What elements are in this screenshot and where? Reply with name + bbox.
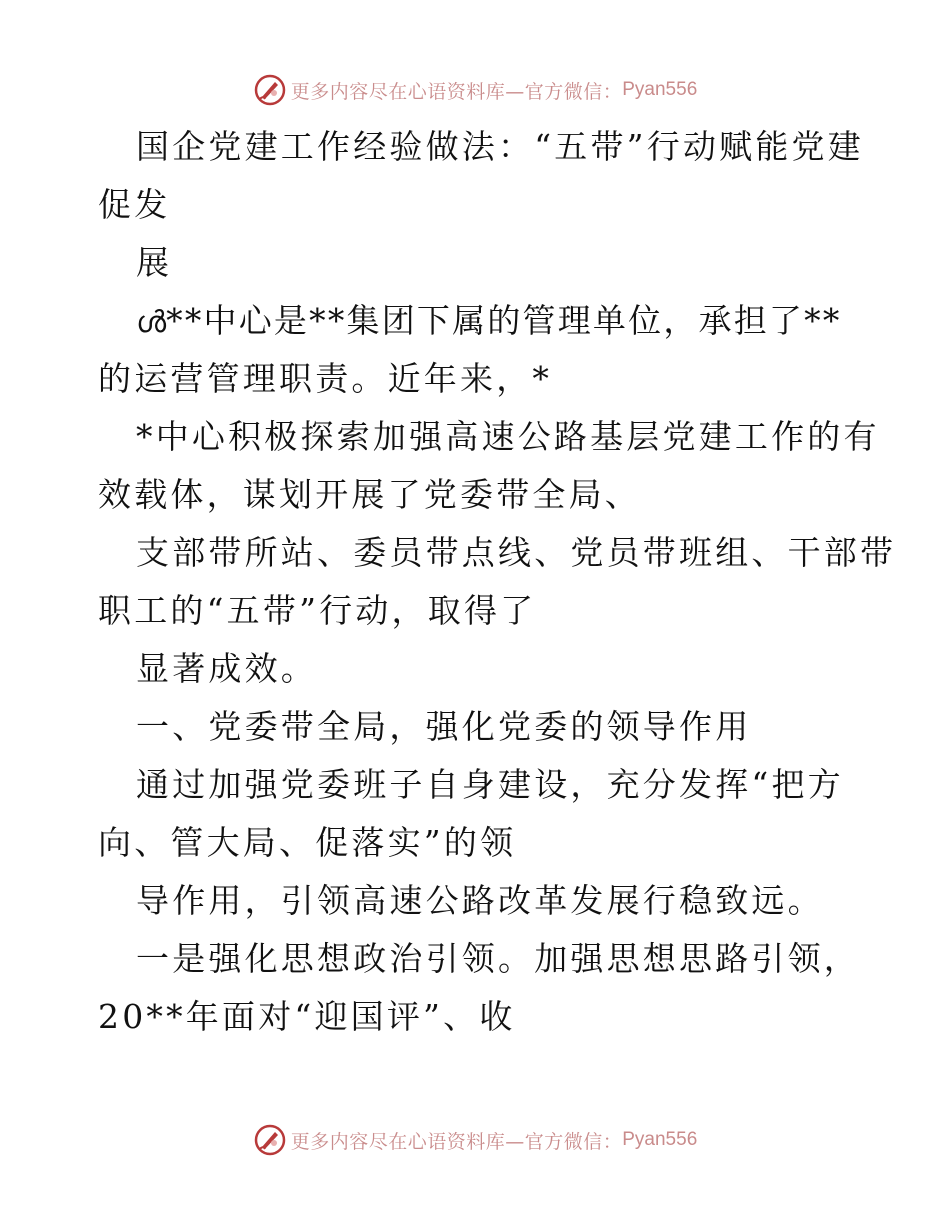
document-body	[98, 118, 897, 1046]
paragraph-line: 职工的“五带”行动，取得了	[98, 591, 537, 630]
banner-text: 更多内容尽在心语资料库—官方微信：	[290, 80, 623, 103]
paragraph-text: **中心是**集团下属的管理单位，承担了**	[166, 301, 842, 340]
paragraph-line: 效载体，谋划开展了党委带全局、	[98, 475, 641, 514]
quill-seal-icon	[253, 73, 287, 107]
header-watermark-banner	[0, 70, 950, 110]
footer-watermark-banner	[0, 1120, 950, 1160]
paragraph-line: 支部带所站、委员带点线、党员带班组、干部带	[136, 533, 897, 572]
title-line: 促发	[98, 185, 171, 224]
scroll-ornament-icon: ൾ	[136, 305, 167, 340]
paragraph-line: 显著成效。	[136, 649, 317, 688]
paragraph-line: *中心积极探索加强高速公路基层党建工作的有	[136, 417, 880, 456]
paragraph-line	[98, 292, 868, 350]
paragraph-line: 的运营管理职责。近年来，*	[98, 359, 553, 398]
paragraph-line: 一是强化思想政治引领。加强思想思路引领，	[136, 939, 860, 978]
title-line: 展	[136, 243, 173, 282]
quill-seal-icon	[253, 1123, 287, 1157]
title-line: 国企党建工作经验做法：“五带”行动赋能党建	[136, 127, 864, 166]
paragraph-line: 向、管大局、促落实”的领	[98, 823, 517, 862]
paragraph-line: 20**年面对“迎国评”、收	[98, 997, 516, 1036]
banner-text: 更多内容尽在心语资料库—官方微信：	[290, 1130, 623, 1153]
banner-contact-id: Pyan556	[622, 1129, 698, 1150]
section-heading: 一、党委带全局，强化党委的领导作用	[136, 707, 752, 746]
banner-contact-id: Pyan556	[622, 79, 698, 100]
paragraph-line: 导作用，引领高速公路改革发展行稳致远。	[136, 881, 824, 920]
paragraph-line: 通过加强党委班子自身建设，充分发挥“把方	[136, 765, 844, 804]
